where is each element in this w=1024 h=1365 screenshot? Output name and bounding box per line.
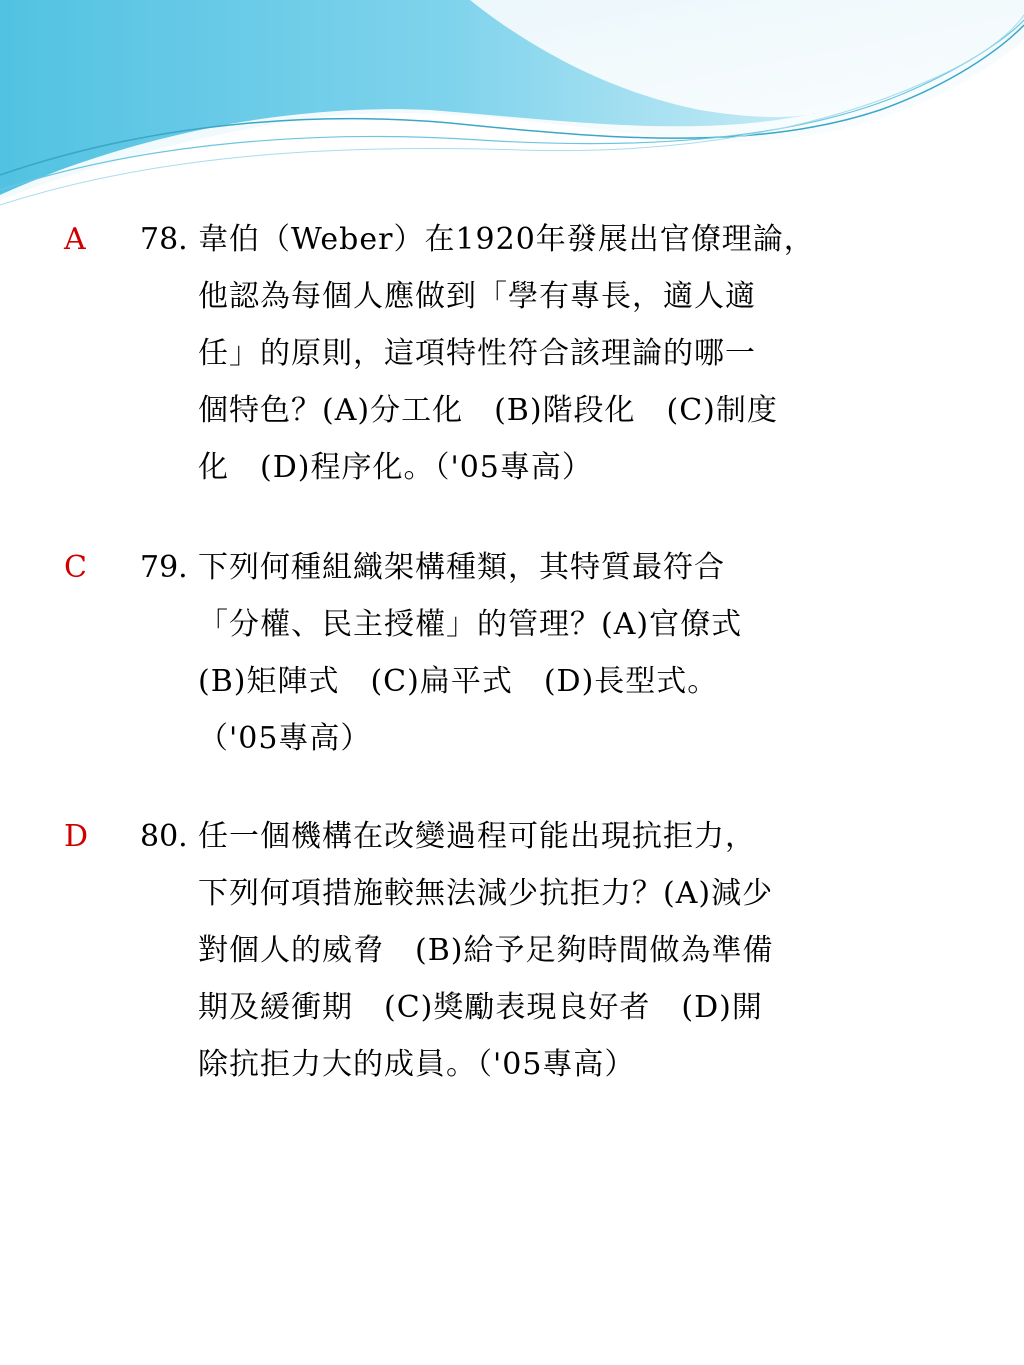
question-text: 下列何種組織架構種類，其特質最符合 「分權、民主授權」的管理？(A)官僚式 (B)矩陣式 (C)扁平式 (D)長型式。 （'05專高） xyxy=(198,550,743,756)
question-79 xyxy=(0,539,1024,819)
question-text: 韋伯（Weber）在1920年發展出官僚理論， 他認為每個人應做到「學有專長，適人適 任」的原則，這項特性符合該理論的哪一 個特色？(A)分工化 (B)階段化 (C)制度 化 (D)程序化。（'05專高） xyxy=(198,222,815,485)
question-number: 78. xyxy=(140,222,188,257)
answer-label: C xyxy=(64,550,87,585)
answer-label: A xyxy=(64,222,86,257)
question-text: 任一個機構在改變過程可能出現抗拒力， 下列何項措施較無法減少抗拒力？(A)減少 對個人的威脅 (B)給予足夠時間做為準備 期及緩衝期 (C)獎勵表現良好者 (D)開 除抗拒力大的成員。（'05專高） xyxy=(198,819,774,1082)
question-78 xyxy=(0,211,1024,491)
question-80 xyxy=(0,808,1024,1088)
question-number: 79. xyxy=(140,550,188,585)
answer-label: D xyxy=(64,819,89,854)
question-number: 80. xyxy=(140,819,188,854)
